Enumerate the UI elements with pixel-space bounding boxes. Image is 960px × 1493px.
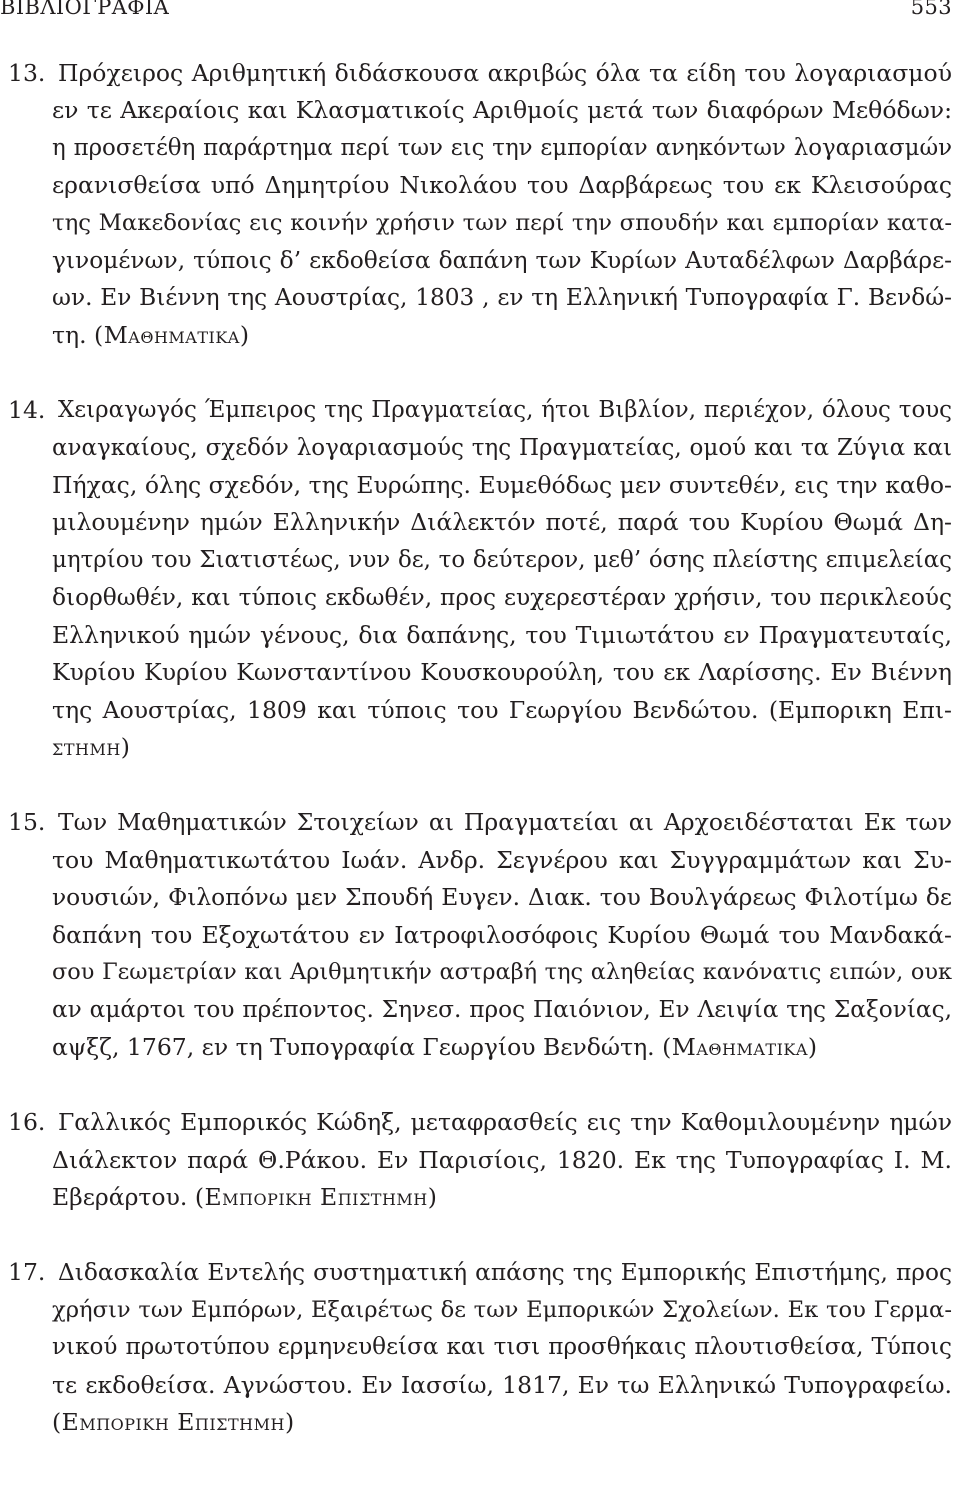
- entry-line: της Αουστρίας, 1809 και τύποις του Γεωργίου Βενδώτου. (Εμπορικη Επι-: [52, 695, 952, 724]
- entry-line: δαπάνη του Εξοχωτάτου εν Ιατροφιλοσόφοις Κυρίου Θωμά του Μανδακά-: [52, 920, 952, 949]
- bibliography-entry-16: [0, 1104, 960, 1216]
- subject-tag: (Εμπορικη Επιστημη): [194, 1182, 438, 1211]
- entry-line-last: [52, 1179, 960, 1216]
- entry-line: σου Γεωμετρίαν και Αριθμητικήν αστραβή της αληθείας κανόνατις ειπών, ουκ: [52, 958, 952, 985]
- entry-line: εν τε Ακεραίοις και Κλασματικοίς Αριθμοίς μετά των διαφόρων Μεθόδων:: [52, 96, 952, 125]
- entry-line: ων. Εν Βιέννη της Αουστρίας, 1803 , εν τη Ελληνική Τυπογραφία Γ. Βενδώ-: [52, 284, 952, 312]
- subject-tag: (Μαθηματικα): [94, 320, 250, 349]
- entry-line: του Μαθηματικωτάτου Ιωάν. Ανδρ. Σεγνέρου και Συγγραμμάτων και Συ-: [52, 845, 952, 874]
- subject-tag: (Εμπορικη Επιστημη): [52, 1408, 295, 1436]
- entry-line: Ελληνικού ημών γένους, δια δαπάνης, του Τιμιωτάτου εν Πραγματευταίς,: [52, 620, 952, 649]
- bibliography-entry-14: [0, 392, 960, 766]
- page-number: 553: [910, 0, 952, 19]
- entry-line-text: αψξζ, 1767, εν τη Τυπογραφία Γεωργίου Βενδώτη.: [52, 1032, 655, 1061]
- bibliography-list: [0, 55, 960, 1441]
- bibliography-entry-17: [0, 1254, 960, 1441]
- entry-line: Διδασκαλία Εντελής συστηματική απάσης της Εμπορικής Επιστήμης, προς: [58, 1259, 952, 1287]
- entry-line: μιλουμένην ημών Ελληνικήν Διάλεκτόν ποτέ, παρά του Κυρίου Θωμά Δη-: [52, 508, 952, 537]
- entry-line: Διάλεκτον παρά Θ.Ράκου. Εν Παρισίοις, 1820. Εκ της Τυπογραφίας Ι. Μ.: [52, 1145, 952, 1174]
- entry-number: 15.: [8, 808, 46, 837]
- entry-line: αν αμάρτοι του πρέποντος. Σηνεσ. προς Παιόνιον, Εν Λειψία της Σαξονίας,: [52, 996, 952, 1024]
- entry-number: 13.: [8, 59, 46, 87]
- entry-line-last: [52, 1404, 960, 1441]
- entry-line: ερανισθείσα υπό Δημητρίου Νικολάου του Δαρβάρεως του εκ Κλεισούρας: [52, 171, 952, 200]
- entry-line: τε εκδοθείσα. Αγνώστου. Εν Ιασσίω, 1817, Εν τω Ελληνικώ Τυπογραφείω.: [52, 1370, 952, 1399]
- entry-line-last: [52, 729, 960, 766]
- entry-line: Των Μαθηματικών Στοιχείων αι Πραγματείαι αι Αρχοειδέσταται Εκ των: [58, 808, 952, 837]
- subject-tag: στημη): [52, 732, 131, 761]
- entry-line: Πρόχειρος Αριθμητική διδάσκουσα ακριβώς όλα τα είδη του λογαριασμού: [58, 59, 952, 87]
- entry-line: Χειραγωγός Έμπειρος της Πραγματείας, ήτοι Βιβλίον, περιέχον, όλους τους: [58, 397, 952, 424]
- entry-line: Πήχας, όλης σχεδόν, της Ευρώπης. Ευμεθόδως μεν συντεθέν, εις την καθο-: [52, 471, 952, 500]
- section-title: ΒΙΒΛΙΟΓΡΑΦΙΑ: [0, 0, 170, 19]
- entry-line: διορθωθέν, και τύποις εκδωθέν, προς ευχερεστέραν χρήσιν, του περικλεούς: [52, 584, 952, 612]
- entry-line: αναγκαίους, σχεδόν λογαριασμούς της Πραγματείας, ομού και τα Ζύγια και: [52, 434, 952, 461]
- entry-line: νουσιών, Φιλοπόνω μεν Σπουδή Ευγεν. Διακ. του Βουλγάρεως Φιλοτίμω δε: [52, 883, 952, 912]
- entry-line: Κυρίου Κυρίου Κωνσταντίνου Κουσκουρούλη, του εκ Λαρίσσης. Εν Βιέννη: [52, 658, 952, 687]
- entry-line: Γαλλικός Εμπορικός Κώδηξ, μεταφρασθείς εις την Καθομιλουμένην ημών: [58, 1108, 952, 1137]
- entry-line: νικού πρωτοτύπου ερμηνευθείσα και τισι προσθήκαις πλουτισθείσα, Τύποις: [52, 1334, 952, 1361]
- entry-line: χρήσιν των Εμπόρων, Εξαιρέτως δε των Εμπορικών Σχολείων. Εκ του Γερμα-: [52, 1296, 952, 1323]
- entry-line-text: Εβεράρτου.: [52, 1182, 188, 1211]
- entry-line-last: [52, 317, 960, 354]
- entry-line: μητρίου του Σιατιστέως, νυν δε, το δεύτερον, μεθ’ όσης πλείστης επιμελείας: [52, 546, 952, 573]
- running-head: [0, 0, 960, 22]
- entry-line-last: [52, 1029, 960, 1066]
- bibliography-entry-13: [0, 55, 960, 354]
- bibliography-entry-15: [0, 804, 960, 1066]
- entry-number: 16.: [8, 1108, 46, 1137]
- entry-line-text: τη.: [52, 320, 87, 349]
- entry-number: 17.: [8, 1258, 46, 1287]
- subject-tag: (Μαθηματικα): [662, 1032, 818, 1061]
- entry-number: 14.: [8, 396, 46, 425]
- entry-line: γινομένων, τύποις δ’ εκδοθείσα δαπάνη των Κυρίων Αυταδέλφων Δαρβάρε-: [52, 247, 952, 275]
- entry-line: της Μακεδονίας εις κοινήν χρήσιν των περί την σπουδήν και εμπορίαν κατα-: [52, 209, 952, 236]
- entry-line: η προσετέθη παράρτημα περί των εις την εμπορίαν ανηκόντων λογαριασμών: [52, 134, 952, 161]
